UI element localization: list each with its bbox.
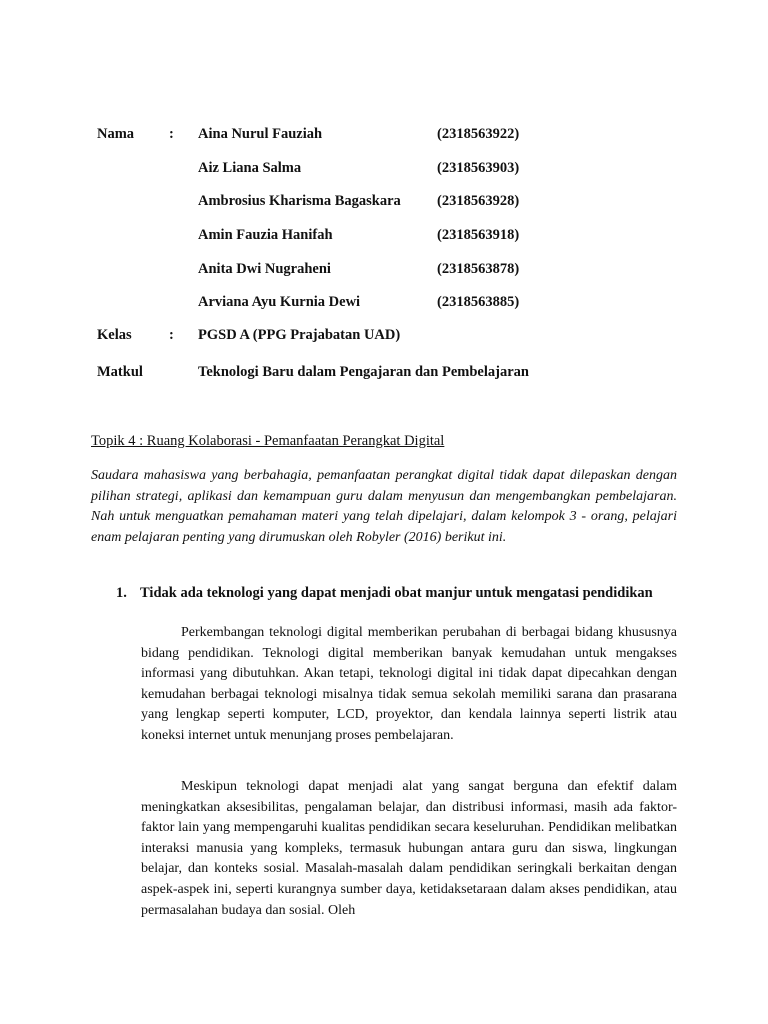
body-paragraph: Meskipun teknologi dapat menjadi alat yang sangat berguna dan efektif dalam meningkatkan aksesibilitas, pengalaman belajar, dan distribusi informasi, masih ada faktor-faktor lain yang mempengaruhi kualitas pendidikan secara keseluruhan. Pendidikan melibatkan interaksi manusia yang kompleks, termasuk hubungan antara guru dan siswa, lingkungan belajar, dan konteks sosial. Masalah-masalah dalam pendidikan seringkali berkaitan dengan aspek-aspek ini, seperti kurangnya sumber daya, ketidaksetaraan dalam akses pendidikan, atau permasalahan budaya dan sosial. Oleh [141,779,677,918]
member-nim: (2318563878) [437,261,520,277]
colon: : [169,126,174,142]
member-name: Amin Fauzia Hanifah [198,227,333,243]
body-paragraph: Perkembangan teknologi digital memberikan perubahan di berbagai bidang khususnya bidang pendidikan. Teknologi digital memberikan banyak kemudahan untuk mengakses informasi yang dibutuhkan. Akan tetapi, teknologi digital ini tidak dapat dipecahkan dengan kemudahan berbagai teknologi misalnya tidak semua sekolah memiliki sarana dan prasarana yang lengkap seperti komputer, LCD, proyektor, dan kendala lainnya seperti listrik atau koneksi internet untuk menunjang proses pembelajaran. [141,625,677,743]
member-nim: (2318563928) [437,193,520,209]
nama-label: Nama [97,126,135,142]
member-name: Aina Nurul Fauziah [198,126,323,142]
member-name: Aiz Liana Salma [198,160,302,176]
intro-paragraph: Saudara mahasiswa yang berbahagia, pemanfaatan perangkat digital tidak dapat dilepaskan dengan pilihan strategi, aplikasi dan kemampuan guru dalam menyusun dan mengembangkan pembelajaran. Nah untuk menguatkan pemahaman materi yang telah dipelajari, dalam kelompok 3 - orang, pelajari enam pelajaran penting yang dirumuskan oleh Robyler (2016) berikut ini. [91,468,677,545]
member-name: Arviana Ayu Kurnia Dewi [198,294,361,310]
matkul-value: Teknologi Baru dalam Pengajaran dan Pembelajaran [198,364,529,380]
kelas-label: Kelas [97,327,132,343]
member-name: Ambrosius Kharisma Bagaskara [198,193,401,209]
colon: : [169,327,174,343]
member-nim: (2318563885) [437,294,520,310]
section-number: 1. [116,585,127,601]
member-nim: (2318563903) [437,160,520,176]
matkul-label: Matkul [97,364,143,380]
member-nim: (2318563918) [437,227,520,243]
section-title: Tidak ada teknologi yang dapat menjadi obat manjur untuk mengatasi pendidikan [140,585,653,601]
kelas-value: PGSD A (PPG Prajabatan UAD) [198,327,401,343]
member-name: Anita Dwi Nugraheni [198,261,331,277]
topic-title: Topik 4 : Ruang Kolaborasi - Pemanfaatan Perangkat Digital [91,433,445,449]
section-heading [116,585,653,602]
member-nim: (2318563922) [437,126,520,142]
